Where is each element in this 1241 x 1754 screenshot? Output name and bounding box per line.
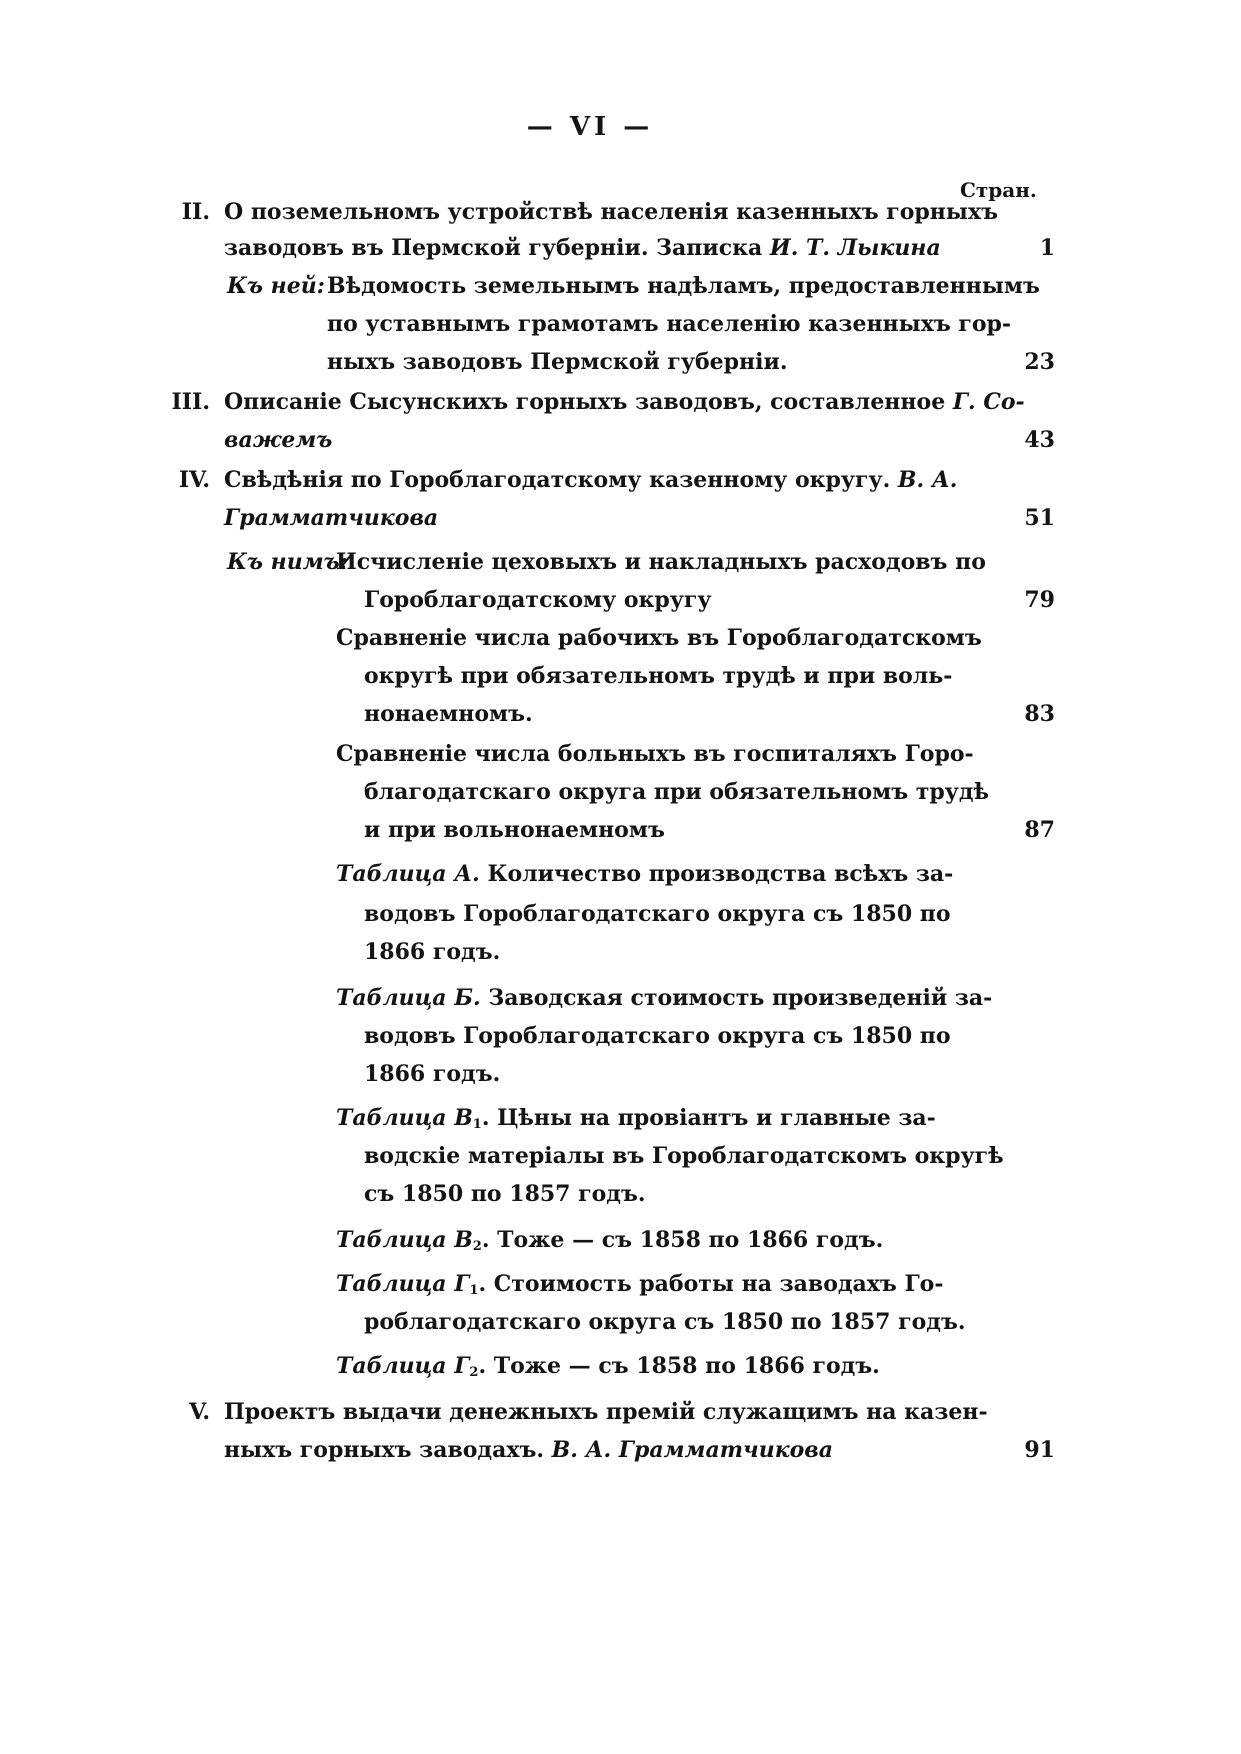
entry-author: В. А. <box>897 467 958 493</box>
roman-numeral: II. <box>181 199 210 225</box>
entry-text: Заводская стоимость произведеній за- <box>488 985 993 1011</box>
entry-text: роблагодатскаго округа съ 1850 по 1857 годъ. <box>364 1309 966 1335</box>
entry-text: Количество производства всѣхъ за- <box>487 861 954 887</box>
entry-text: . Стоимость работы на заводахъ Го- <box>478 1271 944 1297</box>
entry-text: заводовъ въ Пермской губерніи. Записка <box>224 235 763 261</box>
entry-text: нонаемномъ. <box>364 701 533 727</box>
entry-text: 1866 годъ. <box>364 939 501 965</box>
entry-text: Проектъ выдачи денежныхъ премій служащимъ на казен- <box>224 1399 988 1425</box>
table-subscript: 2 <box>469 1365 479 1380</box>
entry-text: водскіе матеріалы въ Гороблагодатскомъ округѣ <box>364 1143 1004 1169</box>
entry-text: . Цѣны на провіантъ и главные за- <box>481 1105 936 1131</box>
entry-text: О поземельномъ устройствѣ населенія казенныхъ горныхъ <box>224 199 998 225</box>
entry-text: водовъ Гороблагодатскаго округа съ 1850 по <box>364 1023 951 1049</box>
page-column-heading: Стран. <box>960 178 1037 202</box>
entry-text: округѣ при обязательномъ трудѣ и при воль- <box>364 663 953 689</box>
page-ref: 1 <box>1039 235 1055 261</box>
entry-text: 1866 годъ. <box>364 1061 501 1087</box>
entry-author: И. Т. Лыкина <box>769 235 941 261</box>
sub-label: Къ ней: <box>227 273 325 299</box>
entry-text: Вѣдомость земельнымъ надѣламъ, предоставленнымъ <box>327 273 1040 299</box>
entry-text: Сравненіе числа больныхъ въ госпиталяхъ Горо- <box>336 741 974 767</box>
entry-text: водовъ Гороблагодатскаго округа съ 1850 по <box>364 901 951 927</box>
page-ref: 87 <box>1024 817 1055 843</box>
entry-text: . Тоже — съ 1858 по 1866 годъ. <box>478 1353 880 1379</box>
table-label: Таблица А. <box>336 861 480 887</box>
page-ref: 79 <box>1024 587 1055 613</box>
table-subscript: 1 <box>469 1283 479 1298</box>
entry-text: и при вольнонаемномъ <box>364 817 665 843</box>
table-subscript: 1 <box>472 1117 482 1132</box>
roman-numeral: IV. <box>178 467 210 493</box>
entry-author: Г. Со- <box>952 389 1025 415</box>
page-number: — VI — <box>526 112 654 142</box>
sub-label: Къ нимъ: <box>227 549 348 575</box>
page-ref: 83 <box>1024 701 1055 727</box>
table-label: Таблица Г <box>336 1271 470 1297</box>
entry-text: Описаніе Сысунскихъ горныхъ заводовъ, составленное <box>224 389 946 415</box>
entry-text: Свѣдѣнія по Гороблагодатскому казенному округу. <box>224 467 891 493</box>
table-label: Таблица В <box>336 1105 473 1131</box>
roman-numeral: V. <box>189 1399 210 1425</box>
entry-text: ныхъ заводовъ Пермской губерніи. <box>327 349 788 375</box>
entry-text: Гороблагодатскому округу <box>364 587 712 613</box>
entry-text: съ 1850 по 1857 годъ. <box>364 1181 646 1207</box>
entry-text: по уставнымъ грамотамъ населенію казенныхъ гор- <box>327 311 1012 337</box>
table-label: Таблица Б. <box>336 985 481 1011</box>
entry-text: . Тоже — съ 1858 по 1866 годъ. <box>481 1227 884 1253</box>
table-label: Таблица Г <box>336 1353 470 1379</box>
page-ref: 91 <box>1024 1437 1055 1463</box>
roman-numeral: III. <box>171 389 210 415</box>
entry-author: В. А. Грамматчикова <box>551 1437 833 1463</box>
table-label: Таблица В <box>336 1227 473 1253</box>
table-subscript: 2 <box>472 1239 482 1254</box>
entry-text: Сравненіе числа рабочихъ въ Гороблагодатскомъ <box>336 625 982 651</box>
entry-author: важемъ <box>224 427 333 453</box>
entry-author: Грамматчикова <box>224 505 439 531</box>
page-ref: 43 <box>1024 427 1055 453</box>
entry-text: ныхъ горныхъ заводахъ. <box>224 1437 544 1463</box>
page-ref: 51 <box>1024 505 1055 531</box>
entry-text: благодатскаго округа при обязательномъ трудѣ <box>364 779 990 805</box>
page-ref: 23 <box>1024 349 1055 375</box>
entry-text: Исчисленіе цеховыхъ и накладныхъ расходовъ по <box>336 549 986 575</box>
